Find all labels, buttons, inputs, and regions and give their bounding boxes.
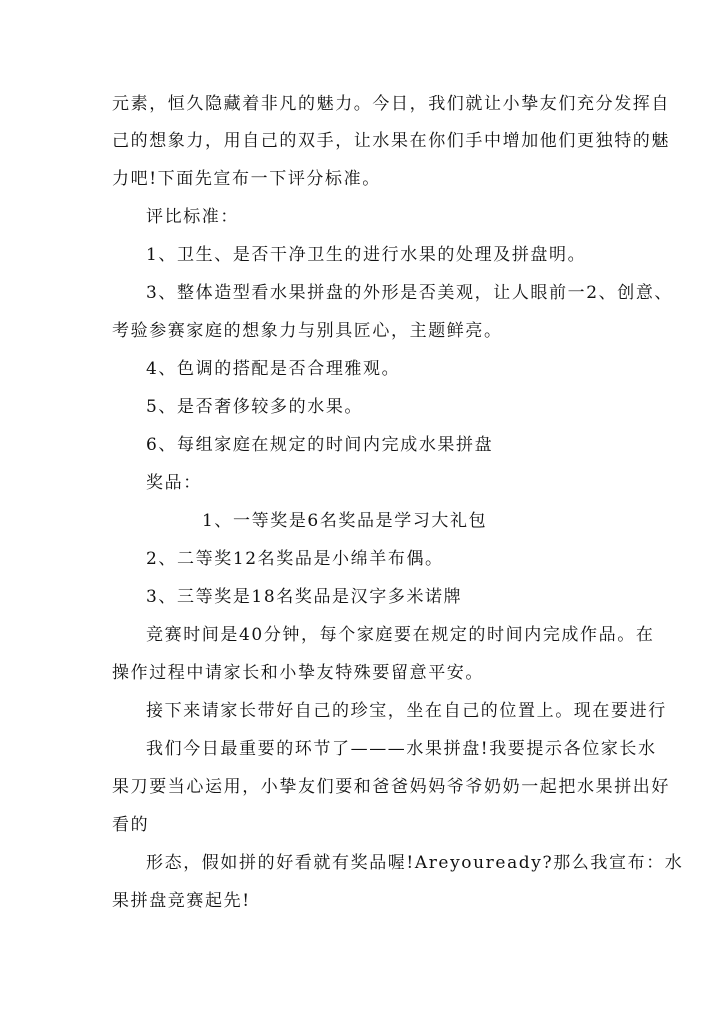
paragraph-line-2: 己的想象力，用自己的双手，让水果在你们手中增加他们更独特的魅: [112, 131, 670, 151]
paragraph-next-line-4: 看的: [112, 815, 150, 835]
paragraph-line-3: 力吧!下面先宣布一下评分标准。: [112, 169, 381, 189]
criteria-item-3-continued: 考验参赛家庭的想象力与别具匠心，主题鲜亮。: [112, 321, 503, 341]
criteria-item-3: 3、整体造型看水果拼盘的外形是否美观，让人眼前一2、创意、: [146, 283, 674, 303]
paragraph-time-line-2: 操作过程中请家长和小挚友特殊要留意平安。: [112, 663, 484, 683]
paragraph-next-line-3: 果刀要当心运用，小挚友们要和爸爸妈妈爷爷奶奶一起把水果拼出好: [112, 777, 670, 797]
paragraph-next-line-1: 接下来请家长带好自己的珍宝，坐在自己的位置上。现在要进行: [146, 701, 667, 721]
criteria-item-4: 4、色调的搭配是否合理雅观。: [146, 359, 401, 379]
criteria-item-1: 1、卫生、是否干净卫生的进行水果的处理及拼盘明。: [146, 245, 587, 265]
criteria-heading: 评比标准：: [146, 207, 239, 227]
criteria-item-5: 5、是否奢侈较多的水果。: [146, 397, 364, 417]
criteria-item-6: 6、每组家庭在规定的时间内完成水果拼盘: [146, 435, 494, 455]
paragraph-time-line-1: 竞赛时间是40分钟，每个家庭要在规定的时间内完成作品。在: [146, 625, 655, 645]
paragraph-line-1: 元素，恒久隐藏着非凡的魅力。今日，我们就让小挚友们充分发挥自: [112, 94, 670, 114]
paragraph-final-line-1: 形态，假如拼的好看就有奖品喔!Areyouready?那么我宣布：水: [146, 853, 684, 873]
paragraph-final-line-2: 果拼盘竞赛起先!: [112, 891, 251, 911]
paragraph-next-line-2: 我们今日最重要的环节了———水果拼盘!我要提示各位家长水: [146, 739, 657, 759]
prize-item-1: 1、一等奖是6名奖品是学习大礼包: [202, 511, 488, 531]
prize-item-2: 2、二等奖12名奖品是小绵羊布偶。: [146, 549, 444, 569]
prizes-heading: 奖品：: [146, 473, 202, 493]
prize-item-3: 3、三等奖是18名奖品是汉字多米诺牌: [146, 587, 463, 607]
